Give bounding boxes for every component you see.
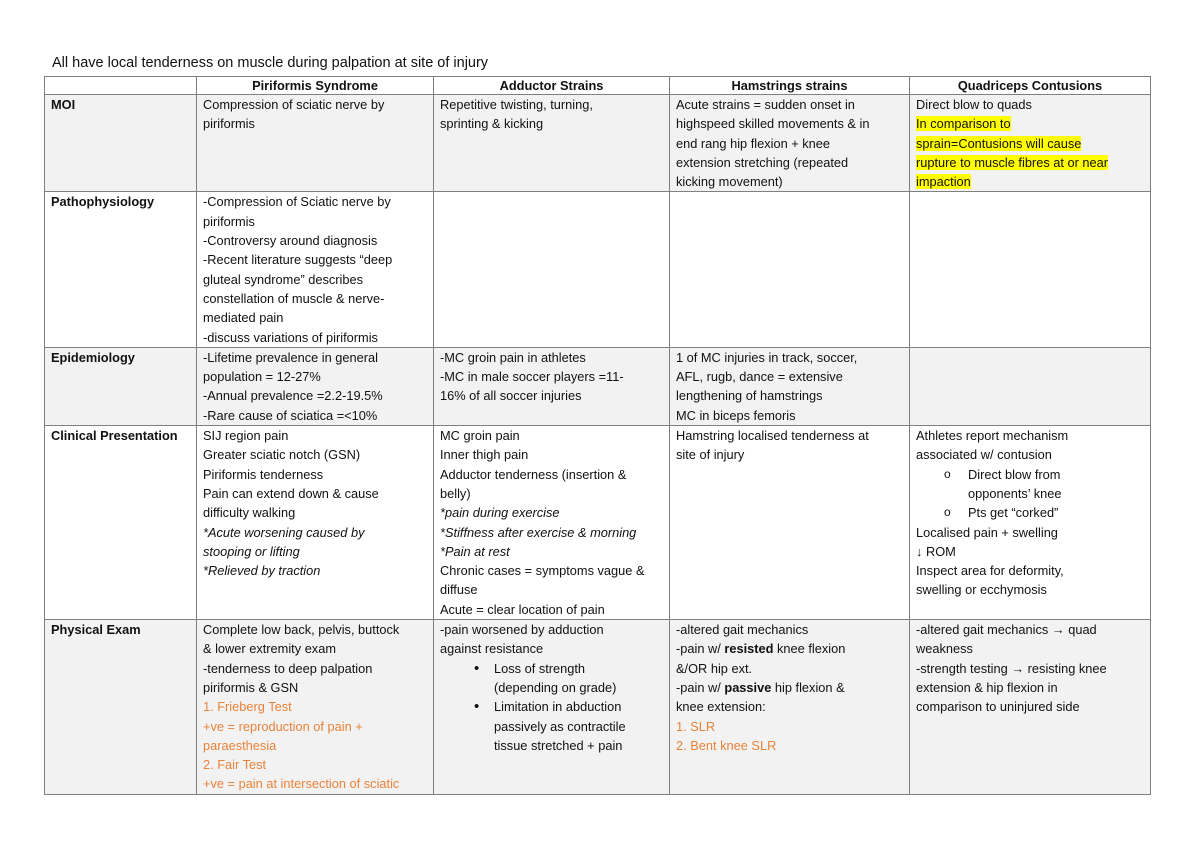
text-line: -pain w/ passive hip flexion & bbox=[676, 679, 845, 695]
document-title: All have local tenderness on muscle during palpation at site of injury bbox=[52, 55, 489, 71]
orange-text: 1. Frieberg Test bbox=[203, 699, 292, 715]
text-line: 1 of MC injuries in track, soccer, bbox=[676, 349, 858, 365]
list-item: • Loss of strength (depending on grade) bbox=[440, 659, 663, 698]
highlighted-text: In comparison to bbox=[916, 116, 1011, 132]
text-line: -Compression of Sciatic nerve by bbox=[203, 194, 391, 210]
text-line: highspeed skilled movements & in bbox=[676, 116, 870, 132]
header-row bbox=[45, 77, 1151, 95]
text-line: constellation of muscle & nerve- bbox=[203, 290, 385, 306]
text-line: piriformis bbox=[203, 213, 255, 229]
row-clinical-presentation bbox=[45, 426, 1151, 620]
list-item: • Limitation in abduction passively as contractile tissue stretched + pain bbox=[440, 697, 663, 755]
cell-patho-quadriceps bbox=[910, 192, 1151, 347]
text-line: sprinting & kicking bbox=[440, 116, 544, 132]
bullet-list bbox=[916, 465, 1144, 523]
bold-text: passive bbox=[724, 679, 772, 695]
row-label-physical-exam: Physical Exam bbox=[45, 620, 197, 795]
header-cell-empty bbox=[45, 77, 197, 95]
text-line: associated w/ contusion bbox=[916, 447, 1052, 463]
row-label-clinical-presentation: Clinical Presentation bbox=[45, 426, 197, 620]
cell-clinical-quadriceps bbox=[910, 426, 1151, 620]
text-line: SIJ region pain bbox=[203, 428, 289, 444]
text-line: Repetitive twisting, turning, bbox=[440, 97, 593, 112]
bold-text: resisted bbox=[724, 641, 774, 657]
cell-exam-adductor bbox=[434, 620, 670, 795]
cell-epi-piriformis bbox=[197, 347, 434, 425]
cell-epi-adductor bbox=[434, 347, 670, 425]
header-piriformis: Piriformis Syndrome bbox=[197, 77, 434, 95]
text-line: Hamstring localised tenderness at bbox=[676, 428, 869, 444]
text-line: -MC in male soccer players =11- bbox=[440, 369, 624, 385]
document-page bbox=[44, 54, 1150, 795]
italic-note: *Stiffness after exercise & morning bbox=[440, 524, 637, 540]
text-line: ↓ ROM bbox=[916, 543, 956, 559]
text-line: Localised pain + swelling bbox=[916, 524, 1058, 540]
italic-note: *pain during exercise bbox=[440, 505, 560, 521]
list-item: o Direct blow from opponents’ knee bbox=[916, 465, 1144, 504]
text-line: population = 12-27% bbox=[203, 369, 321, 385]
text-line: diffuse bbox=[440, 582, 478, 598]
text-line: Greater sciatic notch (GSN) bbox=[203, 447, 361, 463]
cell-epi-hamstrings bbox=[670, 347, 910, 425]
text-line: -Rare cause of sciatica =<10% bbox=[203, 407, 378, 423]
highlighted-text: impaction bbox=[916, 174, 971, 190]
text-line: 16% of all soccer injuries bbox=[440, 388, 582, 404]
text-line: piriformis & GSN bbox=[203, 679, 299, 695]
text-line: extension stretching (repeated bbox=[676, 154, 849, 170]
text-line: knee extension: bbox=[676, 699, 766, 715]
cell-moi-piriformis bbox=[197, 95, 434, 192]
text-line: mediated pain bbox=[203, 310, 284, 326]
text-line: end rang hip flexion + knee bbox=[676, 135, 831, 151]
cell-moi-adductor bbox=[434, 95, 670, 192]
text-line: piriformis bbox=[203, 116, 255, 132]
row-pathophysiology bbox=[45, 192, 1151, 347]
row-physical-exam bbox=[45, 620, 1151, 795]
text-line: comparison to uninjured side bbox=[916, 699, 1080, 715]
text-line: Chronic cases = symptoms vague & bbox=[440, 563, 645, 579]
text-line: extension & hip flexion in bbox=[916, 679, 1058, 695]
orange-text: 2. Bent knee SLR bbox=[676, 737, 777, 753]
text-line: kicking movement) bbox=[676, 174, 783, 190]
text-line: MC groin pain bbox=[440, 428, 520, 444]
text-line: Inner thigh pain bbox=[440, 447, 529, 463]
cell-clinical-hamstrings bbox=[670, 426, 910, 620]
text-line: Acute = clear location of pain bbox=[440, 601, 605, 617]
text-line: -altered gait mechanics → quad bbox=[916, 622, 1097, 638]
text-line: against resistance bbox=[440, 641, 544, 657]
text-line: Acute strains = sudden onset in bbox=[676, 97, 855, 112]
text-line: lengthening of hamstrings bbox=[676, 388, 823, 404]
text-line: -discuss variations of piriformis bbox=[203, 329, 378, 345]
text-line: -pain w/ resisted knee flexion bbox=[676, 641, 846, 657]
italic-note: *Relieved by traction bbox=[203, 563, 321, 579]
row-label-epidemiology: Epidemiology bbox=[45, 347, 197, 425]
orange-text: 2. Fair Test bbox=[203, 757, 267, 773]
text-line: -Controversy around diagnosis bbox=[203, 233, 378, 249]
text-line: weakness bbox=[916, 641, 973, 657]
text-line: -MC groin pain in athletes bbox=[440, 349, 586, 365]
text-line: -strength testing → resisting knee bbox=[916, 660, 1107, 676]
highlighted-text: rupture to muscle fibres at or near bbox=[916, 154, 1109, 170]
row-epidemiology bbox=[45, 347, 1151, 425]
cell-epi-quadriceps bbox=[910, 347, 1151, 425]
text-line: -Annual prevalence =2.2-19.5% bbox=[203, 388, 383, 404]
text-line: -altered gait mechanics bbox=[676, 622, 809, 638]
row-label-moi: MOI bbox=[45, 95, 197, 192]
comparison-table bbox=[44, 76, 1151, 795]
text-line: -Recent literature suggests “deep bbox=[203, 252, 393, 268]
cell-patho-adductor bbox=[434, 192, 670, 347]
orange-text: +ve = pain at intersection of sciatic bbox=[203, 776, 400, 792]
cell-patho-hamstrings bbox=[670, 192, 910, 347]
cell-exam-quadriceps bbox=[910, 620, 1151, 795]
text-line: -pain worsened by adduction bbox=[440, 622, 604, 638]
cell-clinical-adductor bbox=[434, 426, 670, 620]
text-line: & lower extremity exam bbox=[203, 641, 336, 657]
text-line: &/OR hip ext. bbox=[676, 660, 753, 676]
text-line: MC in biceps femoris bbox=[676, 407, 796, 423]
header-quadriceps: Quadriceps Contusions bbox=[910, 77, 1151, 95]
text-line: Direct blow to quads bbox=[916, 97, 1032, 112]
cell-exam-piriformis bbox=[197, 620, 434, 795]
text-line: Compression of sciatic nerve by bbox=[203, 97, 385, 112]
italic-note: stooping or lifting bbox=[203, 543, 300, 559]
cell-moi-quadriceps bbox=[910, 95, 1151, 192]
orange-text: +ve = reproduction of pain + bbox=[203, 718, 363, 734]
header-adductor: Adductor Strains bbox=[434, 77, 670, 95]
orange-text: 1. SLR bbox=[676, 718, 716, 734]
text-line: -Lifetime prevalence in general bbox=[203, 349, 378, 365]
text-line: belly) bbox=[440, 485, 471, 501]
text-line: gluteal syndrome” describes bbox=[203, 271, 364, 287]
cell-clinical-piriformis bbox=[197, 426, 434, 620]
orange-text: paraesthesia bbox=[203, 737, 277, 753]
highlighted-text: sprain=Contusions will cause bbox=[916, 135, 1082, 151]
text-line: Piriformis tenderness bbox=[203, 466, 324, 482]
italic-note: *Pain at rest bbox=[440, 543, 510, 559]
text-line: Inspect area for deformity, bbox=[916, 563, 1064, 579]
cell-patho-piriformis bbox=[197, 192, 434, 347]
text-line: Pain can extend down & cause bbox=[203, 485, 379, 501]
row-label-pathophysiology: Pathophysiology bbox=[45, 192, 197, 347]
text-line: site of injury bbox=[676, 447, 745, 463]
italic-note: *Acute worsening caused by bbox=[203, 524, 365, 540]
text-line: AFL, rugb, dance = extensive bbox=[676, 369, 843, 385]
text-line: difficulty walking bbox=[203, 505, 296, 521]
bullet-list bbox=[440, 659, 663, 755]
text-line: Adductor tenderness (insertion & bbox=[440, 466, 627, 482]
text-line: Athletes report mechanism bbox=[916, 428, 1069, 444]
text-line: swelling or ecchymosis bbox=[916, 582, 1047, 598]
list-item: o Pts get “corked” bbox=[916, 503, 1144, 522]
text-line: -tenderness to deep palpation bbox=[203, 660, 373, 676]
row-moi bbox=[45, 95, 1151, 192]
cell-exam-hamstrings bbox=[670, 620, 910, 795]
text-line: Complete low back, pelvis, buttock bbox=[203, 622, 400, 638]
header-hamstrings: Hamstrings strains bbox=[670, 77, 910, 95]
cell-moi-hamstrings bbox=[670, 95, 910, 192]
